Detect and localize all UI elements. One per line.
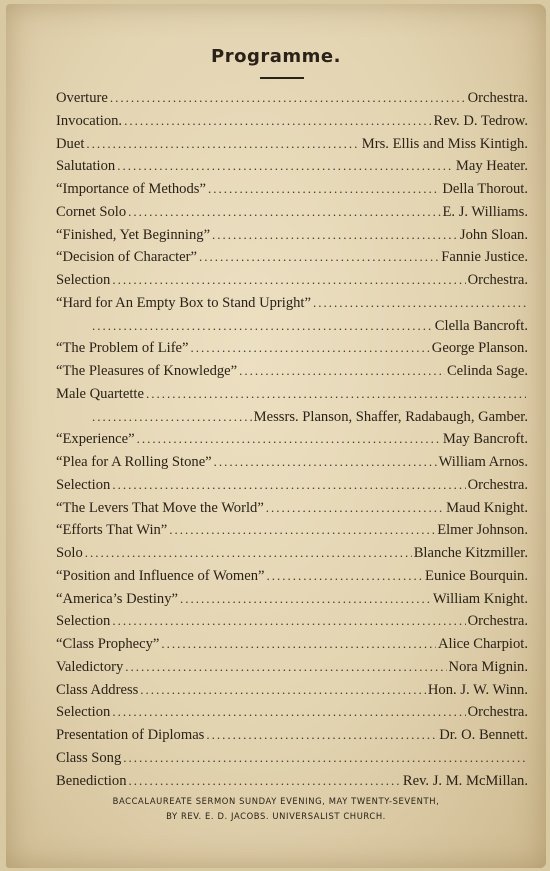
programme-item — [56, 477, 528, 500]
item-performer: Nora Mignin. — [448, 658, 528, 675]
programme-item — [56, 454, 528, 477]
item-title: Presentation of Diplomas — [56, 727, 205, 743]
item-title: Cornet Solo — [56, 203, 127, 220]
programme-item — [56, 727, 528, 750]
item-performer: Rev. J. M. McMillan. — [402, 772, 528, 789]
dot-leader — [191, 340, 430, 356]
programme-item — [56, 340, 528, 363]
programme-item — [56, 682, 528, 705]
programme-item — [56, 181, 528, 204]
programme-item — [56, 636, 528, 659]
item-title: “Efforts That Win” — [56, 522, 168, 539]
programme-item — [56, 431, 528, 454]
item-title: “The Problem of Life” — [56, 340, 189, 357]
item-title: Class Song — [56, 749, 122, 766]
dot-leader — [146, 386, 526, 402]
dot-leader — [112, 613, 465, 629]
dot-leader — [239, 363, 445, 379]
dot-leader — [86, 136, 359, 152]
dot-leader — [180, 591, 431, 607]
item-title: Overture — [56, 90, 108, 106]
title-rule — [260, 77, 304, 79]
item-performer: Elmer Johnson. — [437, 522, 528, 539]
item-title: “Decision of Character” — [56, 249, 197, 266]
dot-leader — [169, 522, 435, 538]
programme-item — [56, 773, 528, 796]
item-title: “Finished, Yet Beginning” — [56, 226, 211, 243]
dot-leader — [140, 682, 426, 698]
dot-leader — [266, 500, 444, 516]
item-title: Invocation. — [56, 112, 123, 129]
programme-item — [56, 136, 528, 159]
programme-item — [56, 249, 528, 272]
programme-item — [56, 545, 528, 568]
dot-leader — [128, 204, 440, 220]
item-performer: Mrs. Ellis and Miss Kintigh. — [361, 135, 528, 152]
item-performer: May Bancroft. — [442, 431, 528, 448]
item-title: “Experience” — [56, 431, 135, 448]
programme-item — [56, 272, 528, 295]
item-performer: Dr. O. Bennett. — [439, 727, 528, 743]
dot-leader — [112, 272, 465, 288]
item-title: Salutation — [56, 158, 116, 175]
dot-leader — [267, 568, 424, 584]
item-title: “Importance of Methods” — [56, 181, 206, 197]
programme-item — [56, 409, 528, 432]
dot-leader — [112, 477, 465, 493]
programme-item — [56, 158, 528, 181]
dot-leader — [123, 750, 526, 766]
programme-item — [56, 704, 528, 727]
item-performer: Messrs. Planson, Shaffer, Radabaugh, Gamber. — [253, 408, 528, 425]
dot-leader — [112, 704, 465, 720]
footer-line-2: BY REV. E. D. JACOBS. UNIVERSALIST CHURCH. — [166, 811, 386, 821]
item-performer: E. J. Williams. — [442, 203, 528, 220]
item-performer: Orchestra. — [467, 613, 528, 630]
item-title: “Plea for A Rolling Stone” — [56, 454, 212, 470]
item-performer: Della Thorout. — [442, 181, 528, 197]
dot-leader — [214, 454, 437, 470]
dot-leader — [208, 181, 440, 197]
page-title: Programme. — [211, 46, 341, 67]
programme-item — [56, 591, 528, 614]
programme-item — [56, 500, 528, 523]
item-title: Duet — [56, 135, 85, 152]
item-performer: Rev. D. Tedrow. — [433, 112, 528, 129]
item-performer: Hon. J. W. Winn. — [427, 681, 528, 698]
dot-leader — [212, 227, 458, 243]
programme-list — [56, 90, 528, 795]
programme-item — [56, 386, 528, 409]
programme-item — [56, 318, 528, 341]
item-performer: Celinda Sage. — [446, 363, 528, 379]
dot-leader — [92, 409, 252, 425]
item-performer: George Planson. — [431, 340, 528, 357]
footer-note — [6, 794, 546, 824]
item-performer: Maud Knight. — [446, 499, 528, 516]
item-performer: Orchestra. — [467, 476, 528, 493]
item-performer: Blanche Kitzmiller. — [413, 545, 528, 561]
item-title: “America’s Destiny” — [56, 590, 178, 607]
item-title: “The Levers That Move the World” — [56, 499, 264, 516]
item-performer: Eunice Bourquin. — [425, 567, 528, 584]
footer-line-1: BACCALAUREATE SERMON SUNDAY EVENING, MAY TWENTY-SEVENTH, — [112, 796, 440, 806]
dot-leader — [85, 545, 412, 561]
programme-item — [56, 227, 528, 250]
programme-item — [56, 568, 528, 591]
item-title: “Hard for An Empty Box to Stand Upright” — [56, 294, 311, 311]
item-title: Benediction — [56, 772, 127, 789]
item-title: Male Quartette — [56, 385, 144, 402]
item-title: “Position and Influence of Women” — [56, 567, 265, 584]
item-performer: Alice Charpiot. — [438, 636, 528, 652]
item-performer: Orchestra. — [467, 272, 528, 288]
dot-leader — [161, 636, 436, 652]
item-title: Selection — [56, 272, 111, 288]
dot-leader — [110, 90, 466, 106]
item-performer: Orchestra. — [467, 90, 528, 106]
dot-leader — [313, 295, 526, 311]
programme-item — [56, 613, 528, 636]
item-performer: Orchestra. — [467, 704, 528, 721]
item-title: Selection — [56, 476, 111, 493]
programme-item — [56, 295, 528, 318]
programme-item — [56, 90, 528, 113]
dot-leader — [199, 249, 439, 265]
dot-leader — [92, 318, 433, 334]
dot-leader — [124, 113, 431, 129]
programme-item — [56, 659, 528, 682]
programme-item — [56, 750, 528, 773]
item-title: Selection — [56, 704, 111, 721]
item-performer: Clella Bancroft. — [434, 317, 528, 334]
programme-item — [56, 204, 528, 227]
item-title: Class Address — [56, 681, 139, 698]
programme-sheet — [6, 4, 546, 868]
item-performer: William Arnos. — [438, 454, 528, 470]
item-performer: John Sloan. — [459, 226, 528, 243]
programme-item — [56, 522, 528, 545]
programme-item — [56, 113, 528, 136]
dot-leader — [125, 659, 446, 675]
dot-leader — [117, 158, 454, 174]
item-performer: Fannie Justice. — [441, 249, 528, 266]
dot-leader — [206, 727, 437, 743]
item-performer: May Heater. — [455, 158, 528, 175]
item-title: “The Pleasures of Knowledge” — [56, 363, 238, 379]
programme-item — [56, 363, 528, 386]
item-title: “Class Prophecy” — [56, 636, 160, 652]
dot-leader — [129, 773, 401, 789]
item-title: Selection — [56, 613, 111, 630]
item-performer: William Knight. — [432, 590, 528, 607]
dot-leader — [137, 431, 441, 447]
item-title: Valedictory — [56, 658, 124, 675]
item-title: Solo — [56, 545, 83, 561]
